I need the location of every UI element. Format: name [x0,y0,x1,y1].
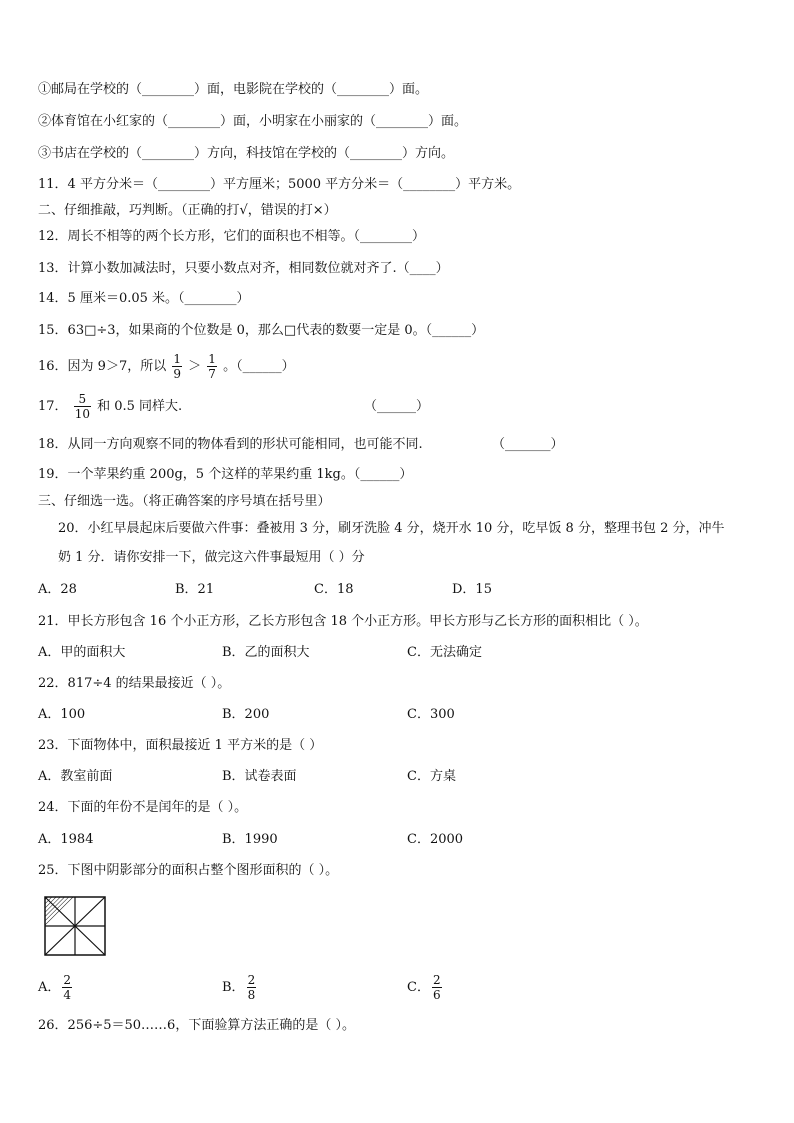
fraction-2-4: $\frac{2}{4}$ [63,973,72,1002]
question-13: 13．计算小数加减法时，只要小数点对齐，相同数位就对齐了.（____） [38,261,449,276]
fraction-2-8: $\frac{2}{8}$ [247,973,256,1002]
option-a[interactable]: A．28 [38,582,77,597]
shaded-square-figure [44,896,106,956]
option-b[interactable]: B． $\frac{2}{8}$ [222,973,256,1002]
greater-than-sign: ＞ [188,359,202,374]
question-23: 23．下面物体中，面积最接近 1 平方米的是（ ） [38,738,323,753]
fraction-1-9: $\frac{1}{9}$ [173,352,181,381]
fraction-2-6: $\frac{2}{6}$ [432,973,441,1002]
option-a[interactable]: A． $\frac{2}{4}$ [38,973,72,1002]
question-18: 18．从同一方向观察不同的物体看到的形状可能相同，也可能不同. [38,437,423,452]
option-b[interactable]: B．乙的面积大 [222,645,310,660]
question-20-line-1: 20．小红早晨起床后要做六件事：叠被用 3 分，刷牙洗脸 4 分，烧开水 10 分，吃早饭 8 分，整理书包 2 分，冲牛 [58,521,725,536]
question-12: 12．周长不相等的两个长方形，它们的面积也不相等。（________） [38,229,426,244]
question-16 [38,350,295,384]
question-15: 15．63□÷3，如果商的个位数是 0，那么□代表的数要一定是 0。（______） [38,323,485,338]
question-17-answer-blank: （______） [364,399,430,414]
question-20-line-2: 奶 1 分．请你安排一下，做完这六件事最短用（ ）分 [58,550,365,565]
option-a[interactable]: A．1984 [38,832,94,847]
option-c[interactable]: C．300 [407,707,455,722]
question-18-answer-blank: （_______） [492,437,564,452]
question-16-prefix: 16．因为 9＞7，所以 [38,359,167,374]
question-10-line-1: ①邮局在学校的（________）面，电影院在学校的（________）面。 [38,82,429,97]
question-17: 17． $\frac{5}{10}$ 和 0.5 同样大. [38,392,183,421]
question-21: 21．甲长方形包含 16 个小正方形，乙长方形包含 18 个小正方形。甲长方形与乙长方形的面积相比（ ）。 [38,614,648,629]
option-b[interactable]: B．21 [175,582,215,597]
question-25: 25．下图中阴影部分的面积占整个图形面积的（ ）。 [38,863,339,878]
section-3-heading: 三、仔细选一选。（将正确答案的序号填在括号里） [38,494,331,509]
section-2-heading: 二、仔细推敲，巧判断。（正确的打√，错误的打×） [38,203,337,218]
fraction-5-10: $\frac{5}{10}$ [74,392,90,421]
option-a[interactable]: A．甲的面积大 [38,645,126,660]
question-26: 26．256÷5＝50……6，下面验算方法正确的是（ ）。 [38,1018,355,1033]
option-c[interactable]: C．18 [314,582,354,597]
question-10-line-3: ③书店在学校的（________）方向，科技馆在学校的（________）方向。 [38,146,455,161]
question-22: 22．817÷4 的结果最接近（ ）。 [38,676,231,691]
option-c[interactable]: C． $\frac{2}{6}$ [407,973,441,1002]
option-b[interactable]: B．试卷表面 [222,769,297,784]
question-10-line-2: ②体育馆在小红家的（________）面，小明家在小丽家的（________）面。 [38,114,468,129]
option-b[interactable]: B．200 [222,707,270,722]
question-14: 14．5 厘米＝0.05 米。（________） [38,291,250,306]
fraction-1-7: $\frac{1}{7}$ [208,352,216,381]
question-16-suffix: 。（______） [223,359,295,374]
option-a[interactable]: A．100 [38,707,86,722]
option-b[interactable]: B．1990 [222,832,278,847]
option-d[interactable]: D．15 [452,582,492,597]
option-c[interactable]: C．方桌 [407,769,456,784]
option-c[interactable]: C．2000 [407,832,464,847]
question-24: 24．下面的年份不是闰年的是（ ）。 [38,800,248,815]
option-c[interactable]: C．无法确定 [407,645,482,660]
question-19: 19．一个苹果约重 200g，5 个这样的苹果约重 1kg。（______） [38,467,413,482]
option-a[interactable]: A．教室前面 [38,769,113,784]
question-11: 11．4 平方分米＝（________）平方厘米；5000 平方分米＝（________）平方米。 [38,177,521,192]
